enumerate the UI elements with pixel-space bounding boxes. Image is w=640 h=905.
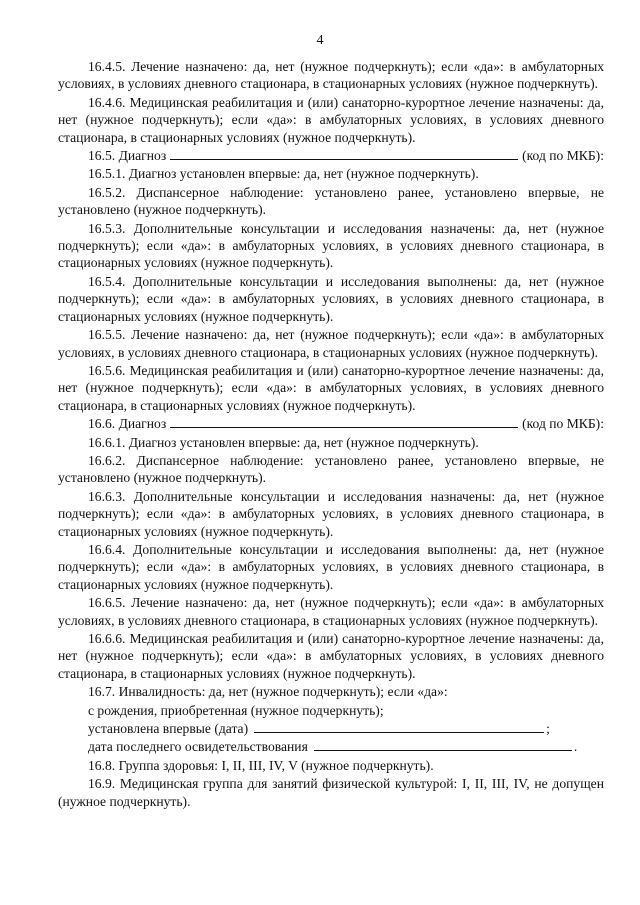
paragraph-16-5-3: 16.5.3. Дополнительные консультации и исследования назначены: да, нет (нужное подчеркнуть); если «да»: в амбулаторных условиях, в условиях дневного стационара, в стационарных условиях (нужное подчеркнуть). <box>58 220 604 271</box>
paragraph-16-9: 16.9. Медицинская группа для занятий физической культурой: I, II, III, IV, не допущен (нужное подчеркнуть). <box>58 776 604 809</box>
paragraph-16-6-2: 16.6.2. Диспансерное наблюдение: установлено ранее, установлено впервые, не установлено (нужное подчеркнуть). <box>58 452 604 486</box>
disability-first-date-label: установлена впервые (дата) <box>88 721 249 737</box>
disability-last-exam-end: . <box>573 739 578 755</box>
disability-first-date-row <box>58 720 604 737</box>
paragraph-16-4-6: 16.4.6. Медицинская реабилитация и (или) санаторно-курортное лечение назначены: да, нет (нужное подчеркнуть); если «да»: в амбулаторных условиях, в условиях дневного стационара, в стационарных условиях (нужное подчеркнуть). <box>58 94 604 145</box>
paragraph-16-5-2: 16.5.2. Диспансерное наблюдение: установлено ранее, установлено впервые, не установлено (нужное подчеркнуть). <box>58 184 604 218</box>
paragraph-16-5-4: 16.5.4. Дополнительные консультации и исследования выполнены: да, нет (нужное подчеркнуть); если «да»: в амбулаторных условиях, в условиях дневного стационара, в стационарных условиях (нужное подчеркнуть). <box>58 273 604 324</box>
diagnosis-16-6-row <box>58 415 604 432</box>
paragraph-16-5-5: 16.5.5. Лечение назначено: да, нет (нужное подчеркнуть); если «да»: в амбулаторных условиях, в условиях дневного стационара, в стационарных условиях (нужное подчеркнуть). <box>58 327 604 360</box>
disability-last-exam-row <box>58 738 604 755</box>
paragraph-16-6-6: 16.6.6. Медицинская реабилитация и (или) санаторно-курортное лечение назначены: да, нет (нужное подчеркнуть); если «да»: в амбулаторных условиях, в условиях дневного стационара, в стационарных условиях (нужное подчеркнуть). <box>58 631 604 681</box>
paragraph-16-6-1: 16.6.1. Диагноз установлен впервые: да, нет (нужное подчеркнуть). <box>88 434 479 450</box>
disability-first-date-end: ; <box>546 721 550 737</box>
paragraph-16-6-5: 16.6.5. Лечение назначено: да, нет (нужное подчеркнуть); если «да»: в амбулаторных условиях, в условиях дневного стационара, в стационарных условиях (нужное подчеркнуть). <box>58 595 604 628</box>
diagnosis-16-6-label: 16.6. Диагноз <box>88 416 167 432</box>
diagnosis-16-6-code-label: (код по МКБ): <box>522 416 604 432</box>
disability-last-exam-blank[interactable] <box>314 749 572 751</box>
diagnosis-16-5-row <box>58 147 604 164</box>
document-body <box>58 58 604 811</box>
diagnosis-16-6-blank[interactable] <box>170 426 518 428</box>
paragraph-16-6-4: 16.6.4. Дополнительные консультации и исследования выполнены: да, нет (нужное подчеркнуть); если «да»: в амбулаторных условиях, в условиях дневного стационара, в стационарных условиях (нужное подчеркнуть). <box>58 541 604 592</box>
paragraph-16-7: 16.7. Инвалидность: да, нет (нужное подчеркнуть); если «да»: <box>88 684 448 700</box>
paragraph-16-5-1: 16.5.1. Диагноз установлен впервые: да, нет (нужное подчеркнуть). <box>88 166 479 182</box>
page-number: 4 <box>316 33 324 48</box>
disability-origin: с рождения, приобретенная (нужное подчеркнуть); <box>88 702 384 718</box>
disability-first-date-blank[interactable] <box>254 731 544 733</box>
diagnosis-16-5-code-label: (код по МКБ): <box>522 148 604 164</box>
paragraph-16-8: 16.8. Группа здоровья: I, II, III, IV, V (нужное подчеркнуть). <box>88 757 434 773</box>
diagnosis-16-5-label: 16.5. Диагноз <box>88 148 167 164</box>
disability-last-exam-label: дата последнего освидетельствования <box>88 739 308 755</box>
diagnosis-16-5-blank[interactable] <box>170 158 518 160</box>
paragraph-16-5-6: 16.5.6. Медицинская реабилитация и (или) санаторно-курортное лечение назначены: да, нет (нужное подчеркнуть); если «да»: в амбулаторных условиях, в условиях дневного стационара, в стационарных условиях (нужное подчеркнуть). <box>58 362 604 413</box>
paragraph-16-4-5: 16.4.5. Лечение назначено: да, нет (нужное подчеркнуть); если «да»: в амбулаторных условиях, в условиях дневного стационара, в стационарных условиях (нужное подчеркнуть). <box>58 59 604 92</box>
paragraph-16-6-3: 16.6.3. Дополнительные консультации и исследования назначены: да, нет (нужное подчеркнуть); если «да»: в амбулаторных условиях, в условиях дневного стационара, в стационарных условиях (нужное подчеркнуть). <box>58 488 604 539</box>
